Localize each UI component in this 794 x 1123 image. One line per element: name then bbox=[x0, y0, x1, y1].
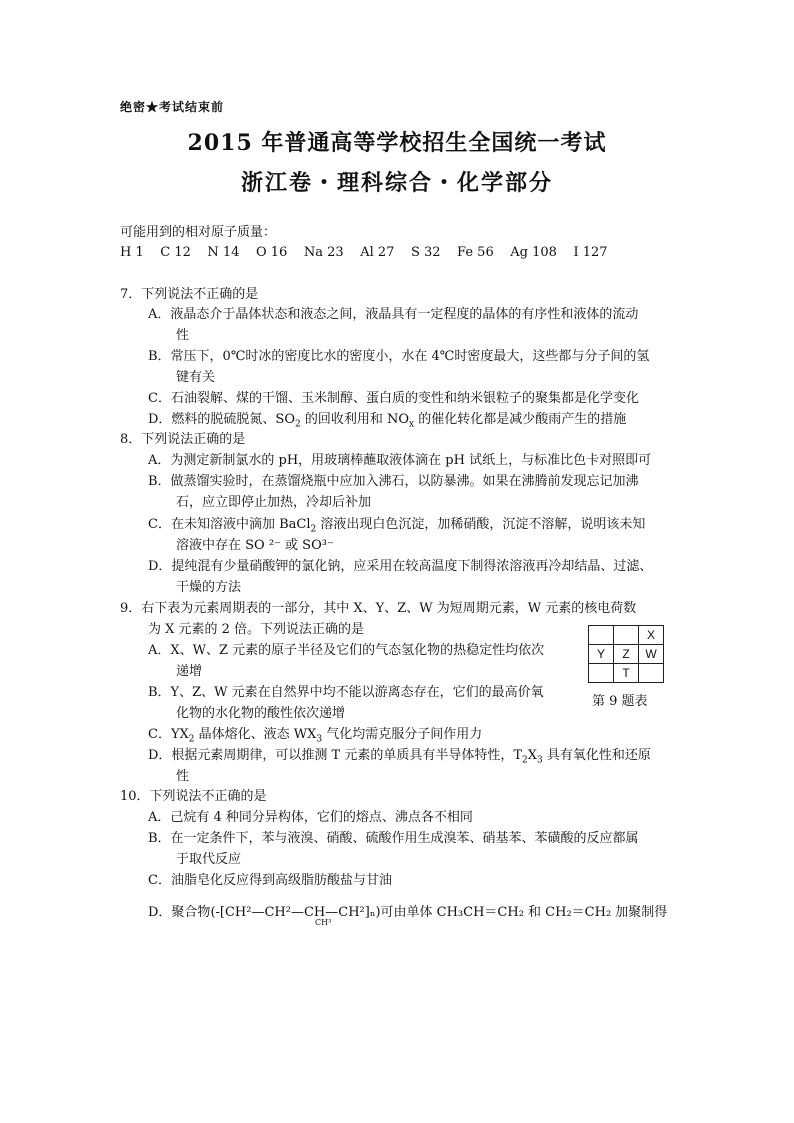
q9-option-a-cont: 递增 bbox=[176, 664, 203, 679]
pt-cell-x: X bbox=[639, 626, 664, 645]
q8-option-c-cont: 溶液中存在 SO ²⁻ 或 SO³⁻ bbox=[176, 538, 334, 553]
q10-option-b: B．在一定条件下，苯与液溴、硝酸、硫酸作用生成溴苯、硝基苯、苯磺酸的反应都属 bbox=[148, 831, 639, 846]
pt-cell-t: T bbox=[614, 664, 639, 683]
q8-option-b-cont: 石，应立即停止加热，冷却后补加 bbox=[176, 495, 372, 510]
pt-cell-z: Z bbox=[614, 645, 639, 664]
q9-stem: 9．右下表为元素周期表的一部分，其中 X、Y、Z、W 为短周期元素，W 元素的核电荷数 bbox=[120, 601, 637, 616]
pt-cell bbox=[639, 664, 664, 683]
q9-option-d-cont: 性 bbox=[176, 769, 190, 784]
q9-option-d: D．根据元素周期律，可以推测 T 元素的单质具有半导体特性，$T_2X_3$ 具有氧化性和还原 bbox=[148, 748, 651, 766]
q9-option-b-cont: 化物的水化物的酸性依次递增 bbox=[176, 706, 346, 721]
q8-option-d: D．提纯混有少量硝酸钾的氯化钠，应采用在较高温度下制得浓溶液再冷却结晶、过滤、 bbox=[148, 559, 653, 574]
polymer-methyl-branch: CH³ bbox=[315, 918, 332, 927]
q7-stem: 7．下列说法不正确的是 bbox=[120, 287, 259, 302]
pt-cell-y: Y bbox=[589, 645, 614, 664]
q8-option-a: A．为测定新制氯水的 pH，用玻璃棒蘸取液体滴在 pH 试纸上，与标准比色卡对照即可 bbox=[148, 453, 652, 468]
pt-cell bbox=[589, 626, 614, 645]
q9-option-a: A．X、W、Z 元素的原子半径及它们的气态氢化物的热稳定性均依次 bbox=[148, 643, 545, 658]
q9-option-c: C．$YX_2$ 晶体熔化、液态 $WX_3$ 气化均需克服分子间作用力 bbox=[148, 727, 483, 745]
q9-stem-cont: 为 X 元素的 2 倍。下列说法正确的是 bbox=[148, 622, 365, 637]
q7-option-d: D．燃料的脱硫脱氮、$SO_2$ 的回收利用和 $NO_x$ 的催化转化都是减少酸雨产生的措施 bbox=[148, 412, 627, 430]
q8-option-c: C．在未知溶液中滴加 BaCl$_2$ 溶液出现白色沉淀，加稀硝酸，沉淀不溶解，说明该未知 bbox=[148, 517, 646, 535]
q10-option-a: A．己烷有 4 种同分异构体，它们的熔点、沸点各不相同 bbox=[148, 810, 473, 825]
q7-option-c: C．石油裂解、煤的干馏、玉米制醇、蛋白质的变性和纳米银粒子的聚集都是化学变化 bbox=[148, 391, 639, 406]
q10-option-c: C．油脂皂化反应得到高级脂肪酸盐与甘油 bbox=[148, 873, 392, 888]
pt-cell bbox=[614, 626, 639, 645]
exam-subtitle: 浙江卷・理科综合・化学部分 bbox=[240, 170, 553, 196]
q8-option-d-cont: 干燥的方法 bbox=[176, 580, 242, 595]
pt-cell bbox=[589, 664, 614, 683]
polymer-formula: (-[CH²—CH²—CH—CH²]ₙ) bbox=[210, 905, 381, 920]
periodic-table-fragment bbox=[588, 625, 664, 683]
q7-option-a-cont: 性 bbox=[176, 328, 190, 343]
q7-option-b: B．常压下，0℃时冰的密度比水的密度小，水在 4℃时密度最大，这些都与分子间的氢 bbox=[148, 349, 650, 364]
q9-option-b: B．Y、Z、W 元素在自然界中均不能以游离态存在，它们的最高价氧 bbox=[148, 685, 544, 700]
q7-option-b-cont: 键有关 bbox=[176, 370, 216, 385]
q10-option-d: D．聚合物(-[CH²—CH²—CH—CH²]ₙ)可由单体 CH₃CH＝CH₂ 和 CH₂＝CH₂ 加聚制得 bbox=[148, 905, 668, 920]
q8-stem: 8．下列说法正确的是 bbox=[120, 432, 246, 447]
q10-stem: 10．下列说法不正确的是 bbox=[120, 789, 267, 804]
pt-cell-w: W bbox=[639, 645, 664, 664]
q10-option-b-cont: 于取代反应 bbox=[176, 852, 242, 867]
exam-title: 2015 年普通高等学校招生全国统一考试 bbox=[187, 130, 607, 156]
q8-option-b: B．做蒸馏实验时，在蒸馏烧瓶中应加入沸石，以防暴沸。如果在沸腾前发现忘记加沸 bbox=[148, 474, 639, 489]
q7-option-a: A．液晶态介于晶体状态和液态之间，液晶具有一定程度的晶体的有序性和液体的流动 bbox=[148, 307, 639, 322]
atomic-mass-values: H 1 C 12 N 14 O 16 Na 23 Al 27 S 32 Fe 56 Ag 108 I 127 bbox=[120, 245, 608, 260]
table-caption: 第 9 题表 bbox=[592, 694, 648, 709]
atomic-mass-label: 可能用到的相对原子质量： bbox=[120, 225, 277, 240]
secret-mark: 绝密★考试结束前 bbox=[120, 100, 225, 114]
